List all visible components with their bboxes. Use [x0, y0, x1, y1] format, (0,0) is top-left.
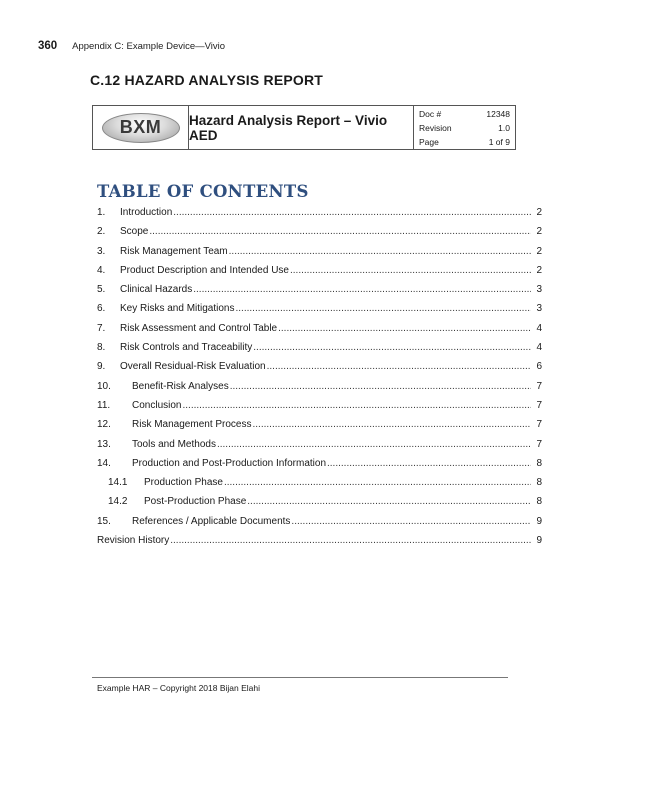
- toc-dot-leader: [267, 361, 531, 372]
- bxm-logo: [102, 113, 180, 143]
- toc-entry-page: 3: [536, 303, 542, 315]
- toc-entry-title: Introduction: [120, 207, 173, 218]
- toc-entry[interactable]: [97, 419, 542, 438]
- page-number: 360: [38, 40, 58, 52]
- toc-dot-leader: [229, 246, 531, 257]
- toc-dot-leader: [253, 342, 531, 353]
- logo-text: BXM: [119, 117, 162, 137]
- toc-dot-leader: [170, 535, 531, 546]
- toc-entry-page: 7: [536, 419, 542, 431]
- toc-entry-title: Revision History: [97, 535, 170, 547]
- toc-entry-number: 4.: [97, 264, 106, 276]
- toc-entry-number: 3.: [97, 245, 106, 257]
- meta-label: Doc #: [419, 108, 442, 119]
- toc-dot-leader: [291, 516, 531, 527]
- toc-entry-title: Overall Residual-Risk Evaluation: [120, 361, 266, 373]
- footer-text: Example HAR – Copyright 2018 Bijan Elahi: [97, 683, 261, 693]
- toc-entry-title: Conclusion: [132, 399, 182, 411]
- toc-entry-page: 7: [536, 438, 542, 450]
- doc-title-cell: [189, 106, 414, 149]
- toc-entry[interactable]: [97, 400, 542, 419]
- toc-entry-number: 8.: [97, 342, 106, 354]
- toc-entry[interactable]: [97, 361, 542, 380]
- toc-entry-title: Benefit-Risk Analyses: [132, 380, 229, 392]
- logo-cell: [93, 106, 189, 149]
- toc-entry-title: Risk Management Process: [132, 419, 252, 431]
- document-title: Hazard Analysis Report – Vivio AED: [189, 112, 388, 143]
- running-head-title: Appendix C: Example Device—Vivio: [72, 41, 226, 52]
- toc-entry[interactable]: [97, 496, 542, 515]
- meta-row-revision: [419, 121, 510, 135]
- toc-entry-page: 2: [536, 226, 542, 238]
- toc-dot-leader: [173, 207, 531, 218]
- toc-entry[interactable]: [97, 458, 542, 477]
- toc-entry-number: 6.: [97, 303, 106, 315]
- toc-entry-page: 2: [536, 207, 542, 218]
- toc-entry-page: 8: [536, 457, 542, 469]
- table-of-contents: [97, 207, 542, 554]
- meta-label: Page: [419, 136, 439, 147]
- toc-dot-leader: [182, 400, 531, 411]
- toc-entry-page: 8: [536, 477, 542, 489]
- meta-label: Revision: [419, 122, 452, 133]
- meta-row-doc: [419, 107, 510, 121]
- toc-dot-leader: [236, 303, 532, 314]
- footer-rule: [92, 677, 508, 678]
- meta-value: 12348: [486, 108, 510, 119]
- toc-entry-title: Risk Assessment and Control Table: [120, 322, 278, 334]
- toc-entry-page: 7: [536, 380, 542, 392]
- toc-entry[interactable]: [97, 516, 542, 535]
- toc-entry[interactable]: [97, 246, 542, 265]
- toc-entry-number: 2.: [97, 226, 106, 238]
- toc-entry-title: Post-Production Phase: [144, 496, 247, 508]
- toc-dot-leader: [247, 496, 531, 507]
- toc-entry[interactable]: [97, 284, 542, 303]
- meta-value: 1 of 9: [488, 136, 510, 147]
- toc-entry[interactable]: [97, 265, 542, 284]
- document-header-table: [92, 105, 516, 150]
- toc-entry[interactable]: [97, 207, 542, 226]
- toc-entry-number: 14.: [97, 457, 111, 469]
- toc-entry[interactable]: [97, 323, 542, 342]
- toc-entry-number: 14.2: [108, 496, 128, 508]
- toc-entry-number: 14.1: [108, 477, 128, 489]
- toc-entry-number: 7.: [97, 322, 106, 334]
- toc-entry-title: Scope: [120, 226, 149, 238]
- toc-entry[interactable]: [97, 381, 542, 400]
- section-title: C.12 HAZARD ANALYSIS REPORT: [90, 72, 324, 88]
- toc-entry-number: 5.: [97, 284, 106, 296]
- toc-entry-page: 6: [536, 361, 542, 373]
- toc-entry-page: 9: [536, 535, 542, 547]
- toc-entry-number: 15.: [97, 515, 111, 527]
- toc-entry[interactable]: [97, 477, 542, 496]
- toc-entry[interactable]: [97, 342, 542, 361]
- toc-dot-leader: [327, 458, 531, 469]
- toc-entry-page: 9: [536, 515, 542, 527]
- meta-row-page: [419, 135, 510, 149]
- toc-entry-number: 11.: [97, 399, 111, 411]
- toc-entry-title: Risk Management Team: [120, 245, 228, 257]
- toc-entry-page: 2: [536, 245, 542, 257]
- toc-entry-page: 3: [536, 284, 542, 296]
- toc-entry-number: 12.: [97, 419, 111, 431]
- toc-entry-number: 10.: [97, 380, 111, 392]
- toc-entry-title: References / Applicable Documents: [132, 515, 291, 527]
- toc-entry-title: Clinical Hazards: [120, 284, 193, 296]
- toc-entry-title: Product Description and Intended Use: [120, 264, 289, 276]
- toc-dot-leader: [230, 381, 531, 392]
- toc-entry-page: 7: [536, 399, 542, 411]
- toc-entry-title: Risk Controls and Traceability: [120, 342, 253, 354]
- toc-entry[interactable]: [97, 535, 542, 554]
- toc-heading: TABLE OF CONTENTS: [97, 182, 309, 201]
- toc-entry-number: 1.: [97, 207, 106, 218]
- toc-entry-page: 4: [536, 322, 542, 334]
- toc-entry-title: Production Phase: [144, 477, 223, 489]
- toc-entry[interactable]: [97, 303, 542, 322]
- toc-entry-page: 8: [536, 496, 542, 508]
- toc-dot-leader: [193, 284, 531, 295]
- toc-entry[interactable]: [97, 439, 542, 458]
- toc-dot-leader: [149, 226, 531, 237]
- toc-entry-number: 9.: [97, 361, 106, 373]
- toc-entry-title: Key Risks and Mitigations: [120, 303, 235, 315]
- toc-dot-leader: [278, 323, 531, 334]
- toc-dot-leader: [224, 477, 531, 488]
- doc-meta-cell: [414, 106, 515, 149]
- toc-entry-title: Production and Post-Production Information: [132, 457, 326, 469]
- toc-entry-number: 13.: [97, 438, 111, 450]
- toc-entry-title: Tools and Methods: [132, 438, 216, 450]
- toc-entry-page: 4: [536, 342, 542, 354]
- toc-entry-page: 2: [536, 264, 542, 276]
- meta-value: 1.0: [498, 122, 510, 133]
- toc-dot-leader: [290, 265, 531, 276]
- toc-dot-leader: [217, 439, 531, 450]
- toc-entry[interactable]: [97, 226, 542, 245]
- running-head: [38, 40, 225, 52]
- toc-dot-leader: [253, 419, 532, 430]
